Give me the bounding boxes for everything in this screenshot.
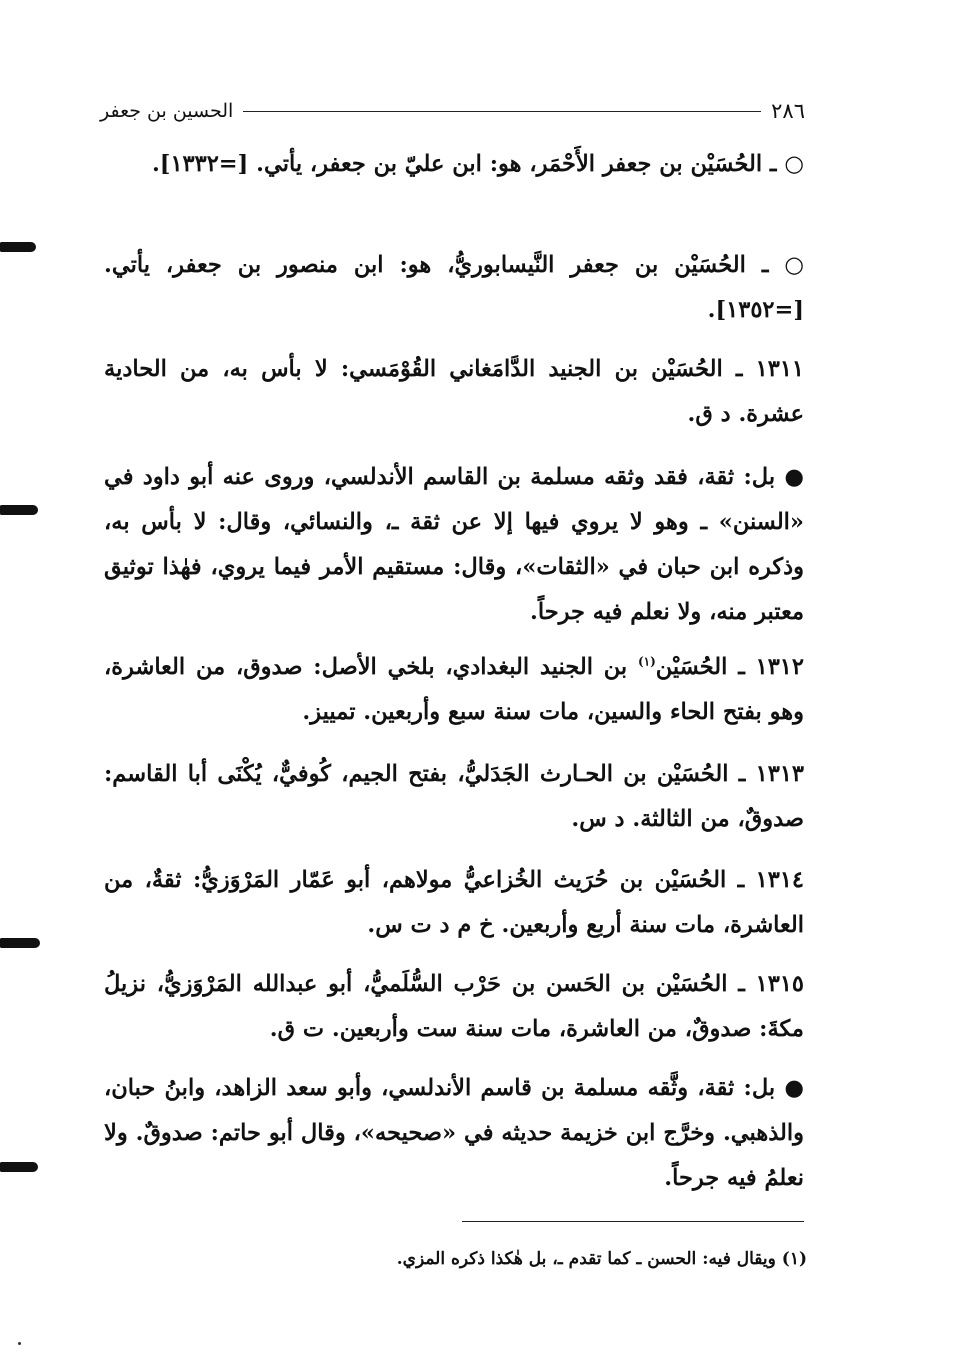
scan-margin-mark	[0, 938, 40, 948]
page-header	[100, 96, 805, 126]
biography-entry: ١٣١٤ ـ الحُسَيْن بن حُرَيث الخُزاعيُّ مولاهم، أبو عَمّار المَرْوَزيُّ: ثقةٌ، من العاشرة، مات سنة أربع وأربعين. خ م د ت س.	[104, 867, 804, 938]
cross-reference-entry: ○ ـ الحُسَيْن بن جعفر الأَحْمَر، هو: ابن عليّ بن جعفر، يأتي. [=١٣٣٢].	[151, 151, 804, 177]
page-number: ٢٨٦	[771, 99, 805, 123]
entry-text-start: ١٣١٢ ـ الحُسَيْن	[655, 654, 804, 680]
header-rule	[243, 111, 761, 112]
commentary-paragraph: ● بل: ثقة، وثَّقه مسلمة بن قاسم الأندلسي، وأبو سعد الزاهد، وابنُ حبان، والذهبي. وخرَّج ابن خزيمة حديثه في «صحيحه»، وقال أبو حاتم: صدوقٌ. ولا نعلمُ فيه جرحاً.	[104, 1075, 804, 1191]
footnote: (١) ويقال فيه: الحسن ـ كما تقدم ـ، بل هٰكذا ذكره المزي.	[396, 1249, 807, 1269]
footnote-separator	[462, 1221, 804, 1222]
entry-text-rest: بن الجنيد البغدادي، بلخي الأصل: صدوق، من العاشرة، وهو بفتح الحاء والسين، مات سنة سبع وأربعين. تمييز.	[104, 654, 804, 725]
commentary-paragraph: ● بل: ثقة، فقد وثقه مسلمة بن القاسم الأندلسي، وروى عنه أبو داود في «السنن» ـ وهو لا يروي فيها إلا عن ثقة ـ، والنسائي، وقال: لا بأس به، وذكره ابن حبان في «الثقات»، وقال: مستقيم الأمر فيما يروي، فهٰذا توثيق معتبر منه، ولا نعلم فيه جرحاً.	[104, 464, 804, 625]
cross-reference-entry: ○ ـ الحُسَيْن بن جعفر النَّيسابوريُّ، هو: ابن منصور بن جعفر، يأتي. [=١٣٥٢].	[104, 252, 804, 323]
scan-margin-mark	[0, 242, 36, 252]
footnote-reference: (١)	[637, 654, 656, 669]
running-title: الحسين بن جعفر	[100, 100, 234, 122]
scan-margin-mark	[0, 505, 38, 515]
biography-entry: ١٣١٣ ـ الحُسَيْن بن الحـارث الجَدَليُّ، بفتح الجيم، كُوفيٌّ، يُكْنَى أبا القاسم: صدوقٌ، من الثالثة. د س.	[104, 761, 804, 832]
biography-entry: ١٣١٥ ـ الحُسَيْن بن الحَسن بن حَرْب السُّلَميُّ، أبو عبدالله المَرْوَزيُّ، نزيلُ مكةَ: صدوقٌ، من العاشرة، مات سنة ست وأربعين. ت ق.	[104, 971, 804, 1042]
scan-margin-mark	[0, 1162, 38, 1172]
scan-dot	[18, 1342, 21, 1345]
biography-entry: ١٣١١ ـ الحُسَيْن بن الجنيد الدَّامَغاني القُوْمَسي: لا بأس به، من الحادية عشرة. د ق.	[104, 356, 804, 427]
biography-entry	[104, 645, 804, 735]
